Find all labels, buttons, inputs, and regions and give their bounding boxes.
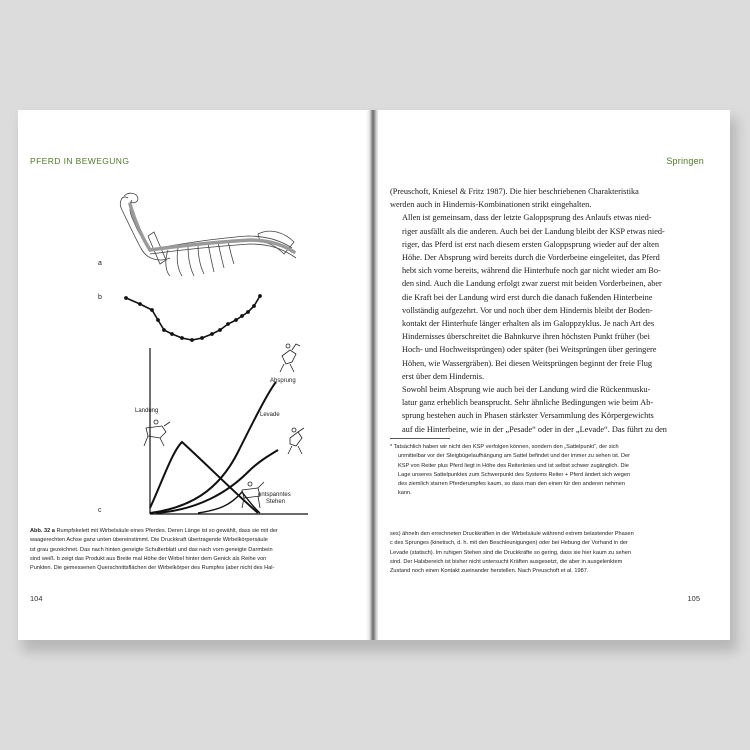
horse-skeleton-figure (108, 188, 308, 278)
footnote-line: des ziemlich starren Pferderumpfes kaum, so dass man den einen für den anderen nehmen (398, 481, 625, 488)
text-line: (Preuschoft, Kniesel & Fritz 1987). Die hier beschriebenen Charakteristika (390, 187, 639, 196)
text-line: hebt sich vorne bereits, während die Hinterhufe noch gar nicht wieder am Bo- (402, 266, 661, 276)
caption-continued-line: Zustand noch einen Kontakt zueinander herstellen. Nach Preuschoft et al. 1987. (390, 568, 589, 575)
label-landung: Landung (135, 408, 159, 414)
paragraph-3 (390, 383, 695, 436)
text-line: riger, das Pferd ist erst nach diesem ersten Galoppsprung wieder auf der alten (402, 239, 660, 249)
footnote-line: KSP von Reiter plus Pferd liegt in Höhe des Reiterknies und ist selbst schwer zugänglich. Die (398, 462, 629, 469)
text-line: riger ausfällt als die anderen. Auch bei der Landung bleibt der KSP etwas nied- (402, 226, 665, 236)
text-line: die Kraft bei der Landung wird erst durch die danach fußenden Hinterbeine (402, 292, 653, 302)
footnote-line: Lage unseres Sattelpunktes zum Schwerpunkt des Systems Reiter + Pferd ändert sich wegen (398, 471, 631, 478)
footnote-line: kann. (398, 490, 412, 497)
footnote-line: unmittelbar vor der Steigbügelaufhängung am Sattel befindet und der immer zu sehen ist. Der (398, 453, 630, 460)
caption-continued-line: sind. Der Halsbereich ist bisher nicht untersucht Kräften ausgesetzt, die aber in ausgelenktem (390, 558, 623, 565)
text-line: auf die Hinterbeine, wie in der „Pesade“ oder in der „Levade“. Das führt zu den (402, 424, 667, 434)
text-line: latur ganz erheblich beansprucht. Sehr ähnliche Bedingungen wie beim Ab- (402, 398, 654, 408)
figure-label-b: b (98, 294, 102, 301)
text-line: Höhe. Der Absprung wird bereits durch die Vorderbeine eingeleitet, das Pferd (402, 253, 660, 263)
figure-label-c: c (98, 507, 102, 514)
label-entspanntes: entspanntes (258, 492, 291, 498)
caption-line: sind weiß. b zeigt das Produkt aus Breite mal Höhe der Wirbel hinter dem Genick als Reihe von (30, 555, 267, 562)
label-stehen: Stehen (266, 499, 286, 505)
left-page (18, 110, 368, 640)
text-line: sprung bestehen auch in Phasen stärkster Versammlung des Körpergewichts (402, 411, 654, 421)
text-line: kontakt der Hinterhufe länger erhalten als im Galoppzyklus. Je nach Art des (402, 319, 655, 329)
running-head-right: Springen (666, 156, 704, 166)
text-line: Sowohl beim Absprung wie auch bei der Landung wird die Rückenmusku- (402, 385, 651, 395)
caption-continued-line: Levade (statisch). Im ruhigen Stehen sind die Druckkräfte so gering, dass sie hier kaum zu sehen (390, 549, 631, 556)
caption-line: waagerechten Achse ganz unten übereinstimmt. Die Druckkraft übertragende Wirbelkörpersäule (30, 537, 268, 544)
right-page (378, 110, 730, 640)
text-line: Hoch- und Hochweitsprüngen) oder später (bei Weitsprüngen über geringere (402, 345, 657, 355)
caption-line: Punkten. Die gemessenen Querschnittsflächen der Wirbelkörper des Rumpfes (aber nicht des Hal- (30, 565, 275, 572)
body-text (390, 185, 695, 436)
page-number-right: 105 (687, 594, 700, 603)
text-line: vollständig aufgezehrt. Vor und noch über dem Hindernis bleibt der Boden- (402, 305, 653, 315)
text-line: Höhen, wie Wassergräben). Bei diesen Weitsprüngen beginnt der freie Flug (402, 358, 653, 368)
figure-label-a: a (98, 260, 102, 267)
caption-line: Rumpfskelett mit Wirbelsäule eines Pferdes. Deren Länge ist so gewählt, dass sie mit der (56, 528, 278, 534)
text-line: erst über dem Hindernis. (402, 371, 485, 381)
caption-continued-line: ses) ähneln den errechneten Druckkräften in der Wirbelsäule während extrem belastender Phasen (390, 531, 634, 537)
caption-continued-line: c des Sprunges (kinetisch, d. h. mit den Beschleunigungen) oder bei Hebung der Vorhand in der (390, 540, 628, 547)
footnote-rule (390, 438, 450, 439)
paragraph-2 (390, 211, 695, 383)
page-number-left: 104 (30, 594, 43, 603)
text-line: Allen ist gemeinsam, dass der letzte Galoppsprung des Anlaufs etwas nied- (402, 213, 652, 223)
running-head-left: PFERD IN BEWEGUNG (30, 156, 130, 166)
caption-lead: Abb. 32 a (30, 528, 55, 534)
figure-caption (30, 527, 350, 573)
text-line: werden auch in Hindernis-Kombinationen strikt eingehalten. (390, 200, 592, 210)
label-levade: Levade (260, 412, 280, 418)
caption-continued (390, 530, 695, 576)
footnote-line: * Tatsächlich haben wir nicht den KSP verfolgen können, sondern den „Sattelpunkt“, der sich (390, 444, 619, 450)
paragraph-1 (390, 185, 695, 211)
caption-line: ist grau gezeichnet. Das nach hinten geneigte Schulterblatt und das nach vorn geneigte Darmbein (30, 546, 273, 553)
footnote (390, 443, 695, 499)
text-line: den sind. Auch die Landung erfolgt zwar zuerst mit beiden Vorderbeinen, aber (402, 279, 662, 289)
text-line: Hindernisses überschreitet die Bahnkurve ihren höchsten Punkt früher (bei (402, 332, 650, 342)
label-absprung: Absprung (270, 378, 296, 384)
